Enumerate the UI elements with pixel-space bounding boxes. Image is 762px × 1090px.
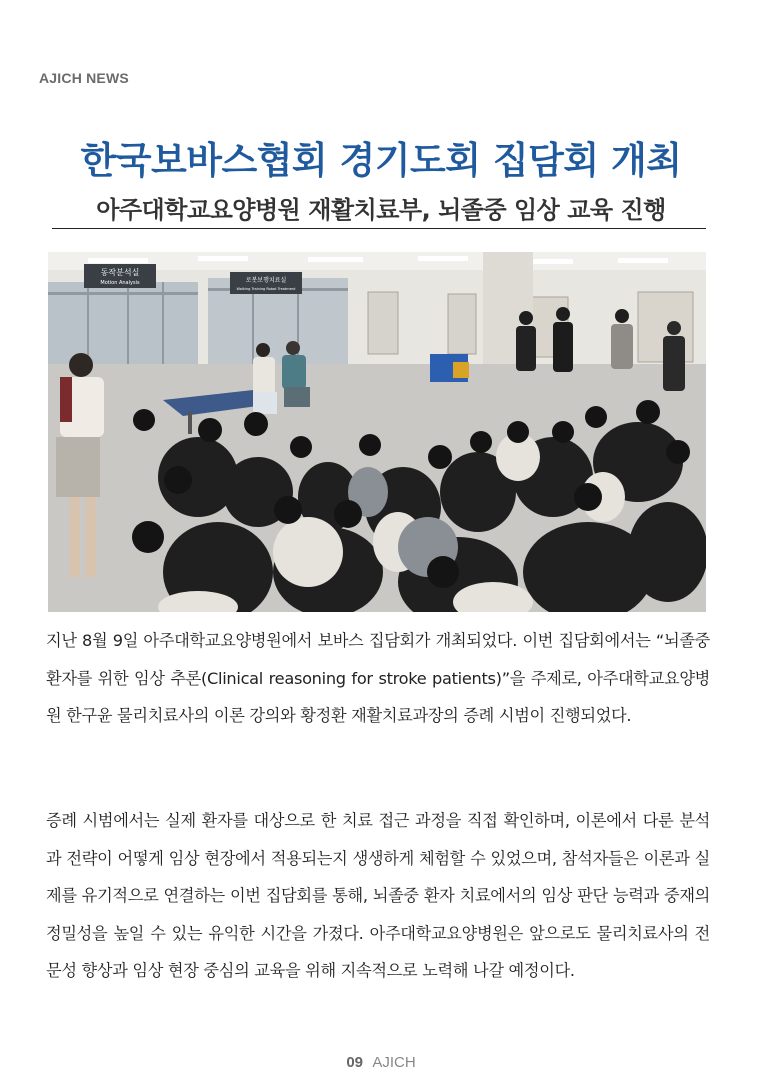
sign-left-english: Motion Analysis	[100, 280, 140, 286]
paragraph-2: 증례 시범에서는 실제 환자를 대상으로 한 치료 접근 과정을 직접 확인하며, 이론에서 다룬 분석과 전략이 어떻게 임상 현장에서 적용되는지 생생하게 체험할 수 있었으며, 참석자들은 이론과 실제를 유기적으로 연결하는 이번 집담회를 통해, 뇌졸중 환자 치료에서의 임상 판단 능력과 중재의 정밀성을 높일 수 있는 유익한 시간을 가졌다. 아주대학교요양병원은 앞으로도 물리치료사의 전문성 향상과 임상 현장 중심의 교육을 위해 지속적으로 노력해 나갈 예정이다.	[46, 811, 710, 980]
subheadline: 아주대학교요양병원 재활치료부, 뇌졸중 임상 교육 진행	[96, 196, 666, 224]
section-tag: AJICH NEWS	[39, 70, 129, 86]
sign-right-english: Walking Training Robot Treatment	[236, 287, 296, 291]
title-divider	[52, 228, 706, 229]
headline: 한국보바스협회 경기도회 집담회 개최	[80, 139, 682, 182]
paragraph-1: 지난 8월 9일 아주대학교요양병원에서 보바스 집담회가 개최되었다. 이번 집담회에서는 “뇌졸중 환자를 위한 임상 추론(Clinical reasoning for stroke patients)”을 주제로, 아주대학교요양병원 한구윤 물리치료사의 이론 강의와 황정환 재활치료과장의 증례 시범이 진행되었다.	[46, 631, 710, 725]
page-footer	[0, 1054, 762, 1071]
sign-right-korean: 로봇보행치료실	[245, 277, 287, 284]
sign-left-korean: 동작분석실	[100, 268, 140, 277]
event-photo-illustration	[48, 252, 706, 612]
footer-brand: AJICH	[372, 1054, 416, 1071]
page-number: 09	[346, 1054, 363, 1071]
event-photo	[48, 252, 706, 612]
